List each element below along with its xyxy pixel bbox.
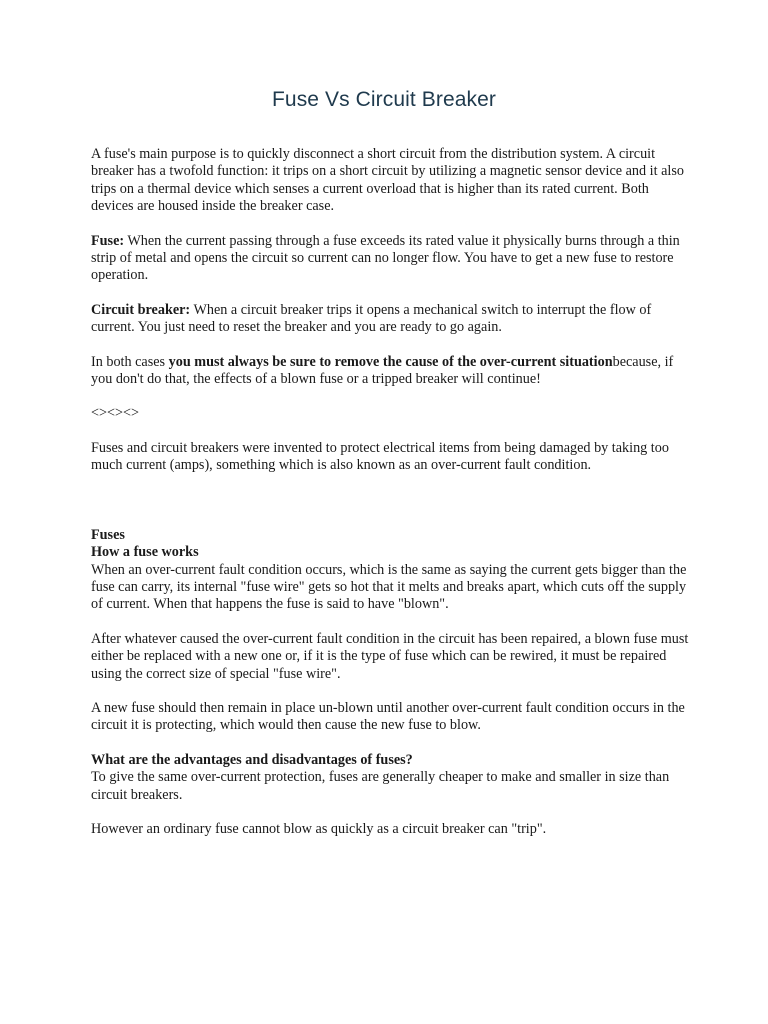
fuses-heading <box>91 527 691 544</box>
both-bold: you must always be sure to remove the cause of the over-current situation <box>168 353 613 370</box>
fuses-heading-text: Fuses <box>91 526 125 543</box>
advantages-paragraph: To give the same over-current protection, fuses are generally cheaper to make and smaller in size than circuit breakers. <box>91 769 670 803</box>
both-prefix: In both cases <box>91 353 169 370</box>
document-body <box>91 146 691 855</box>
how-heading <box>91 544 691 561</box>
breaker-paragraph <box>91 302 691 337</box>
breaker-label: Circuit breaker: <box>91 301 191 318</box>
repair-paragraph: After whatever caused the over-current fault condition in the circuit has been repaired, a blown fuse must either be replaced with a new one or, if it is the type of fuse which can be rewired, it must be repaired using the correct size of special "fuse wire". <box>91 630 689 682</box>
new-fuse-paragraph: A new fuse should then remain in place un-blown until another over-current fault condition occurs in the circuit it is protecting, which would then cause the new fuse to blow. <box>91 699 685 734</box>
section-divider: <><><> <box>91 405 140 422</box>
page-title: Fuse Vs Circuit Breaker <box>271 88 497 111</box>
fuse-paragraph <box>91 233 691 285</box>
both-suffix: because, if you don't do that, the effects of a blown fuse or a tripped breaker will continue! <box>91 353 674 388</box>
spacer <box>91 475 691 527</box>
both-cases-paragraph <box>91 354 691 389</box>
intro-paragraph: A fuse's main purpose is to quickly disconnect a short circuit from the distribution system. A circuit breaker has a twofold function: it trips on a short circuit by utilizing a magnetic sensor device and it also trips on a thermal device which senses a current overload that is higher than its rated current. Both devices are housed inside the breaker case. <box>91 146 684 215</box>
advantages-heading <box>91 752 691 769</box>
invented-paragraph: Fuses and circuit breakers were invented to protect electrical items from being damaged by taking too much current (amps), something which is also known as an over-current fault condition. <box>91 439 669 474</box>
advantages-heading-text: What are the advantages and disadvantages of fuses? <box>91 751 413 768</box>
fuse-text: When the current passing through a fuse exceeds its rated value it physically burns through a thin strip of metal and opens the circuit so current can no longer flow. You have to get a new fuse to restore operation. <box>91 232 680 284</box>
how-heading-text: How a fuse works <box>91 544 199 561</box>
fuse-label: Fuse: <box>91 232 125 249</box>
however-paragraph: However an ordinary fuse cannot blow as quickly as a circuit breaker can "trip". <box>91 820 547 837</box>
breaker-text: When a circuit breaker trips it opens a mechanical switch to interrupt the flow of current. You just need to reset the breaker and you are ready to go again. <box>91 301 652 336</box>
how-paragraph: When an over-current fault condition occurs, which is the same as saying the current gets bigger than the fuse can carry, its internal "fuse wire" gets so hot that it melts and breaks apart, which cuts off the supply of current. When that happens the fuse is said to have "blown". <box>91 561 687 613</box>
